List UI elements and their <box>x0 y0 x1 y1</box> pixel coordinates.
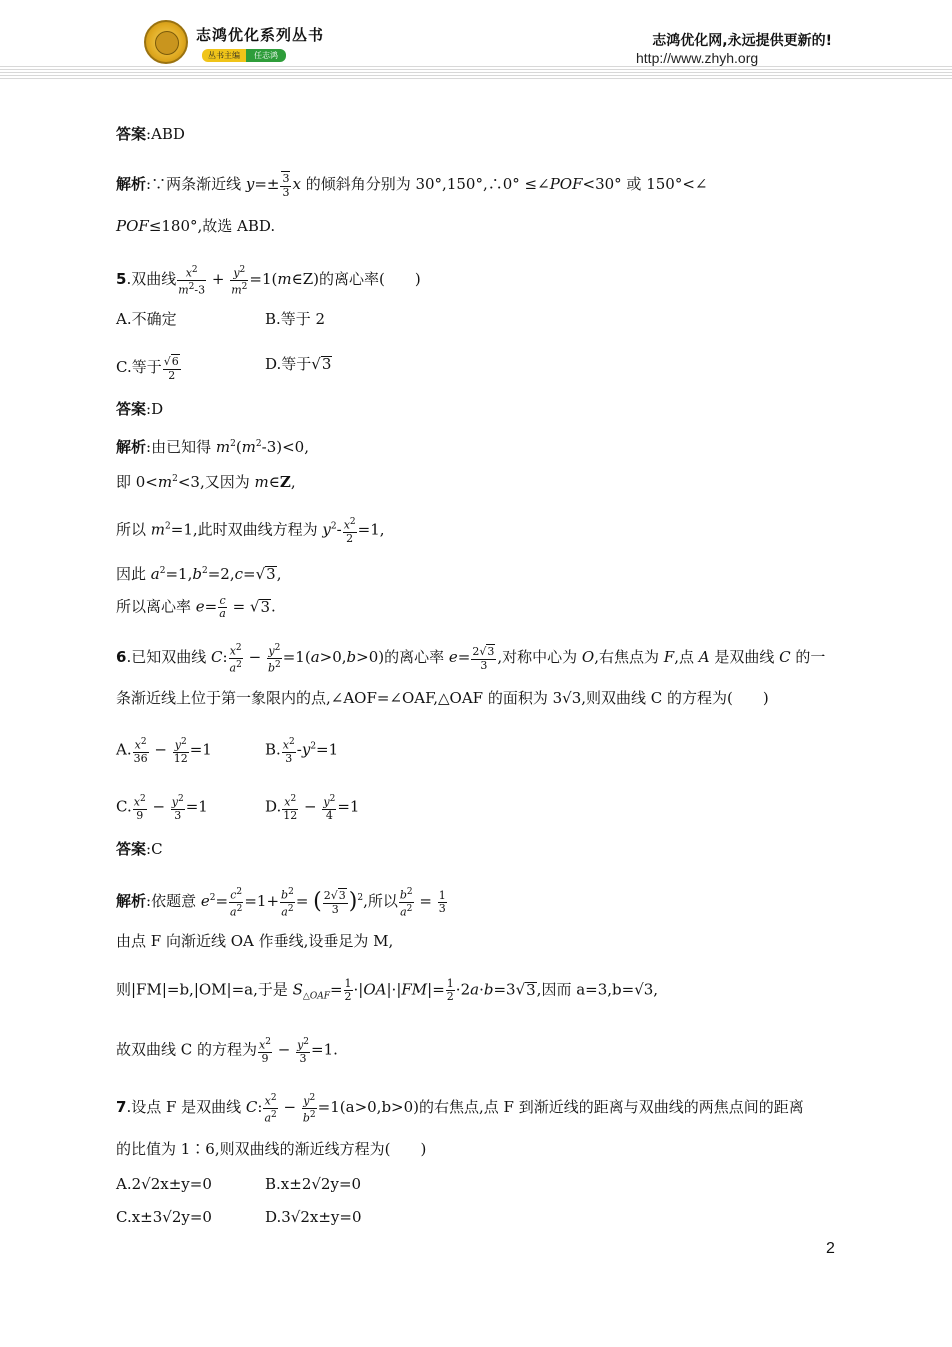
q5-option-c: C.等于 $\frac{√6}{2}$ <box>116 355 179 382</box>
q5-analysis-2: 即 $0<m^2<3$,又因为 m∈Z, <box>116 473 296 491</box>
q6-analysis-3: 则|FM|=b,|OM|=a,于是 $S_{\triangle OAF}=$ $\frac{1}{2}$ ·|OA|·|FM|= $\frac{1}{2}$ ·2a·b=3√3,因而 a=3,b=√3, <box>116 977 659 1003</box>
series-logo-icon <box>144 20 188 64</box>
q5-option-d: D.等于√3 <box>265 355 332 373</box>
header-divider <box>0 66 952 80</box>
editor-name: 任志鸿 <box>246 49 286 62</box>
q4-analysis-cont: POF≤180°,故选 ABD. <box>116 217 276 235</box>
page-number: 2 <box>826 1240 835 1257</box>
q6-option-d: D. $\frac{x^2}{12}$ − $\frac{y^2}{4}$ =1 <box>265 794 360 822</box>
site-slogan: 志鸿优化网,永远提供更新的! <box>652 33 832 49</box>
q6-analysis-4: 故双曲线 C 的方程为 $\frac{x^2}{9}$ − $\frac{y^2}{3}$ =1. <box>116 1037 338 1065</box>
q7-option-a: A.2√2x±y=0 <box>116 1175 212 1193</box>
q7-option-b: B.x±2√2y=0 <box>265 1175 362 1193</box>
q5-answer: 答案:D <box>116 400 164 418</box>
q5-option-b: B.等于 2 <box>265 310 326 328</box>
q5-analysis-1: 解析:由已知得 $m^2(m^2-3)<0$, <box>116 438 309 456</box>
site-url[interactable]: http://www.zhyh.org <box>636 50 759 66</box>
q5-option-a: A.不确定 <box>116 310 177 328</box>
q5-analysis-4: 因此 $a^2=1,b^2=2,c=√3$, <box>116 565 282 583</box>
q5-stem: 5.双曲线 $\frac{x^2}{m^2-3}$ + $\frac{y^2}{m^2}$ =1(m∈Z)的离心率( ) <box>116 265 421 297</box>
q6-stem-cont: 条渐近线上位于第一象限内的点,∠AOF=∠OAF,△OAF 的面积为 3√3,则双曲线 C 的方程为( ) <box>116 689 769 707</box>
q7-option-c: C.x±3√2y=0 <box>116 1208 212 1226</box>
q7-option-d: D.3√2x±y=0 <box>265 1208 362 1226</box>
series-title: 志鸿优化系列丛书 <box>196 26 325 44</box>
q6-stem: 6.已知双曲线 C: $\frac{x^2}{a^2}$ − $\frac{y^2}{b^2}$ =1(a>0,b>0)的离心率 e= $\frac{2√3}{3}$ ,对称中心为 O,右焦点为 F,点 A 是双曲线 C 的一 <box>116 643 826 675</box>
q6-option-c: C. $\frac{x^2}{9}$ − $\frac{y^2}{3}$ =1 <box>116 794 208 822</box>
page-header <box>0 0 952 90</box>
q6-option-b: B. $\frac{x^2}{3}$ $-y^2=1$ <box>265 737 339 765</box>
q6-answer: 答案:C <box>116 840 163 858</box>
q7-stem-cont: 的比值为 1∶6,则双曲线的渐近线方程为( ) <box>116 1140 427 1158</box>
q6-analysis-1: 解析:依题意 $e^2=$ $\frac{c^2}{a^2}$ =1+ $\frac{b^2}{a^2}$ = ( $\frac{2√3}{3}$ )$^2$,所以 $\frac{b^2}{a^2}$ = $\frac{1}{3}$ <box>116 887 446 919</box>
q4-analysis: 解析:∵两条渐近线 y=± $\frac{3}{3}$ x 的倾斜角分别为 30°,150°,∴0° ≤∠POF<30° 或 150°<∠ <box>116 172 708 199</box>
q6-analysis-2: 由点 F 向渐近线 OA 作垂线,设垂足为 M, <box>116 932 394 950</box>
q6-option-a: A. $\frac{x^2}{36}$ − $\frac{y^2}{12}$ =1 <box>116 737 212 765</box>
q4-answer: 答案:ABD <box>116 125 185 143</box>
q5-analysis-5: 所以离心率 e= $\frac{c}{a}$ = √3. <box>116 594 276 620</box>
q5-analysis-3: 所以 $m^2=1$,此时双曲线方程为 $y^2-$ $\frac{x^2}{2}$ =1, <box>116 517 385 545</box>
editor-label: 丛书主编 <box>202 49 246 62</box>
q7-stem: 7.设点 F 是双曲线 C: $\frac{x^2}{a^2}$ − $\frac{y^2}{b^2}$ =1(a>0,b>0)的右焦点,点 F 到渐近线的距离与双曲线的两焦点间的距离 <box>116 1093 804 1125</box>
